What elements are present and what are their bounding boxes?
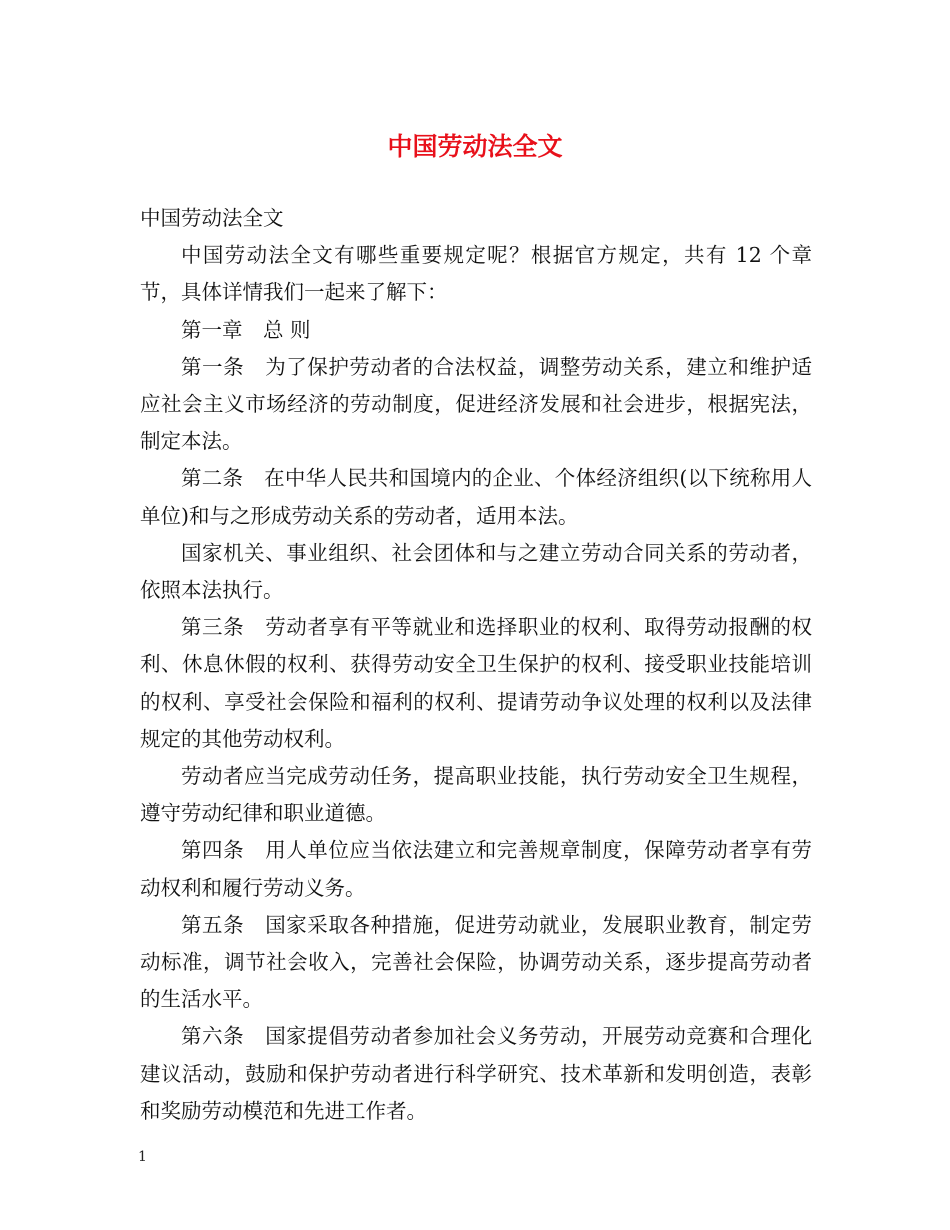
- chapter-heading: 第一章 总 则: [181, 317, 311, 342]
- document-title: 中国劳动法全文: [387, 132, 563, 161]
- article-3-clause-paragraph: 劳动者应当完成劳动任务，提高职业技能，执行劳动安全卫生规程，遵守劳动纪律和职业道德。: [140, 764, 812, 826]
- article-6-paragraph: 第六条 国家提倡劳动者参加社会义务劳动，开展劳动竞赛和合理化建议活动，鼓励和保护劳动者进行科学研究、技术革新和发明创造，表彰和奖励劳动模范和先进工作者。: [140, 1024, 812, 1123]
- subtitle-paragraph: 中国劳动法全文: [140, 206, 284, 230]
- document-body: [140, 200, 812, 1130]
- intro-paragraph: 中国劳动法全文有哪些重要规定呢？根据官方规定，共有 12 个章节，具体详情我们一起来了解下：: [140, 243, 812, 305]
- article-3-paragraph: 第三条 劳动者享有平等就业和选择职业的权利、取得劳动报酬的权利、休息休假的权利、获得劳动安全卫生保护的权利、接受职业技能培训的权利、享受社会保险和福利的权利、提请劳动争议处理的权利以及法律规定的其他劳动权利。: [140, 615, 812, 751]
- article-1-paragraph: 第一条 为了保护劳动者的合法权益，调整劳动关系，建立和维护适应社会主义市场经济的劳动制度，促进经济发展和社会进步，根据宪法，制定本法。: [140, 354, 812, 454]
- page-number: 1: [138, 1149, 147, 1165]
- article-2-clause-paragraph: 国家机关、事业组织、社会团体和与之建立劳动合同关系的劳动者，依照本法执行。: [140, 540, 812, 603]
- article-5-paragraph: 第五条 国家采取各种措施，促进劳动就业，发展职业教育，制定劳动标准，调节社会收入，完善社会保险，协调劳动关系，逐步提高劳动者的生活水平。: [140, 912, 812, 1012]
- article-2-paragraph: 第二条 在中华人民共和国境内的企业、个体经济组织(以下统称用人单位)和与之形成劳动关系的劳动者，适用本法。: [140, 466, 812, 528]
- article-4-paragraph: 第四条 用人单位应当依法建立和完善规章制度，保障劳动者享有劳动权利和履行劳动义务。: [140, 838, 812, 900]
